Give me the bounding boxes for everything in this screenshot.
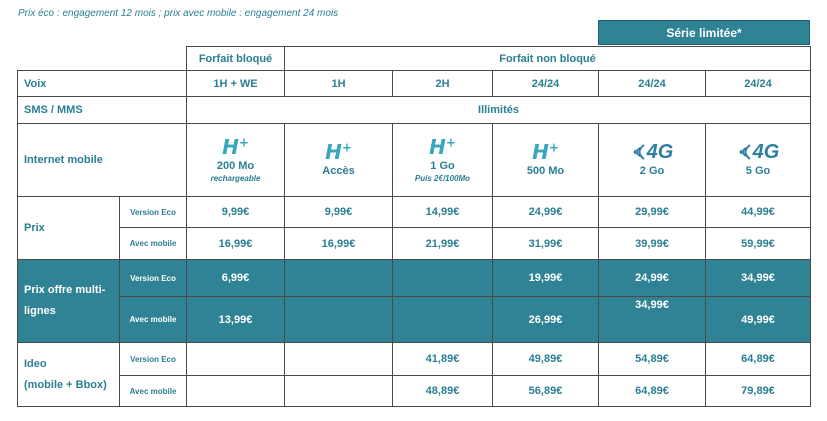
multi-mobile-cell: 34,99€ — [598, 296, 706, 343]
multi-eco-cell — [392, 259, 493, 297]
h-plus-network-icon — [532, 142, 559, 163]
multi-mobile-cell — [392, 296, 493, 343]
internet-cell — [284, 123, 393, 197]
serie-limitee-header: Série limitée* — [598, 20, 810, 45]
ideo-eco-cell: 64,89€ — [705, 342, 811, 376]
prix-eco-cell: 14,99€ — [392, 196, 493, 228]
prix-eco-cell: 24,99€ — [492, 196, 599, 228]
data-allowance: Accès — [322, 165, 355, 178]
ideo-eco-cell: 41,89€ — [392, 342, 493, 376]
ideo-label — [17, 342, 120, 407]
version-eco-label: Version Eco — [119, 259, 187, 297]
internet-cell — [705, 123, 811, 197]
voix-cell: 2H — [392, 70, 493, 97]
voix-cell: 24/24 — [492, 70, 599, 97]
avec-mobile-label: Avec mobile — [119, 375, 187, 407]
multi-mobile-cell — [284, 296, 393, 343]
prix-eco-cell: 29,99€ — [598, 196, 706, 228]
avec-mobile-label: Avec mobile — [119, 227, 187, 260]
engagement-note: Prix éco : engagement 12 mois ; prix avec mobile : engagement 24 mois — [18, 8, 339, 19]
network-label: 4G — [646, 140, 674, 163]
4g-network-icon — [737, 142, 780, 162]
4g-network-icon — [631, 142, 674, 162]
prix-label: Prix — [17, 196, 120, 260]
data-extra: rechargeable — [210, 173, 261, 183]
sms-label: SMS / MMS — [17, 96, 187, 124]
version-eco-label: Version Eco — [119, 196, 187, 228]
ideo-mobile-cell: 64,89€ — [598, 375, 706, 407]
ideo-mobile-cell: 79,89€ — [705, 375, 811, 407]
sms-value: Illimités — [186, 96, 811, 124]
ideo-mobile-cell — [186, 375, 285, 407]
prix-mobile-cell: 59,99€ — [705, 227, 811, 260]
network-label: H+ — [222, 135, 249, 160]
network-label: H+ — [532, 140, 559, 165]
internet-cell — [598, 123, 706, 197]
data-allowance: 500 Mo — [526, 165, 565, 178]
ideo-text: Ideo — [24, 357, 47, 370]
forfait-non-bloque-header: Forfait non bloqué — [284, 46, 811, 71]
h-plus-network-icon — [222, 137, 249, 158]
ideo-text: (mobile + Bbox) — [24, 378, 107, 391]
multi-lignes-text: lignes — [24, 305, 56, 317]
prix-eco-cell: 44,99€ — [705, 196, 811, 228]
ideo-eco-cell — [186, 342, 285, 376]
internet-label: Internet mobile — [17, 123, 187, 197]
ideo-eco-cell: 54,89€ — [598, 342, 706, 376]
voix-cell: 1H — [284, 70, 393, 97]
multi-eco-cell: 34,99€ — [705, 259, 811, 297]
voix-cell: 1H + WE — [186, 70, 285, 97]
data-allowance: 2 Go — [639, 164, 665, 177]
prix-mobile-cell: 31,99€ — [492, 227, 599, 260]
multi-eco-cell — [284, 259, 393, 297]
internet-cell — [492, 123, 599, 197]
multi-eco-cell: 24,99€ — [598, 259, 706, 297]
h-plus-network-icon — [325, 142, 352, 163]
multi-eco-cell: 6,99€ — [186, 259, 285, 297]
forfait-bloque-header: Forfait bloqué — [186, 46, 285, 71]
multi-mobile-cell: 49,99€ — [705, 296, 811, 343]
prix-eco-cell: 9,99€ — [284, 196, 393, 228]
prix-mobile-cell: 21,99€ — [392, 227, 493, 260]
voix-cell: 24/24 — [705, 70, 811, 97]
internet-cell — [186, 123, 285, 197]
network-label: 4G — [752, 140, 780, 163]
data-allowance: 1 Go — [430, 160, 455, 173]
version-eco-label: Version Eco — [119, 342, 187, 376]
ideo-mobile-cell — [284, 375, 393, 407]
multi-mobile-cell: 13,99€ — [186, 296, 285, 343]
prix-mobile-cell: 39,99€ — [598, 227, 706, 260]
prix-eco-cell: 9,99€ — [186, 196, 285, 228]
ideo-eco-cell: 49,89€ — [492, 342, 599, 376]
prix-mobile-cell: 16,99€ — [186, 227, 285, 260]
prix-mobile-cell: 16,99€ — [284, 227, 393, 260]
ideo-mobile-cell: 48,89€ — [392, 375, 493, 407]
multi-lignes-text: Prix offre multi- — [24, 284, 106, 297]
multi-lignes-label — [17, 259, 120, 343]
h-plus-network-icon — [429, 137, 456, 158]
multi-mobile-cell: 26,99€ — [492, 296, 599, 343]
data-allowance: 200 Mo — [216, 160, 255, 173]
data-allowance: 5 Go — [745, 164, 771, 177]
ideo-mobile-cell: 56,89€ — [492, 375, 599, 407]
ideo-eco-cell — [284, 342, 393, 376]
network-label: H+ — [325, 140, 352, 165]
network-label: H+ — [429, 135, 456, 160]
data-extra: Puis 2€/100Mo — [414, 173, 471, 183]
multi-eco-cell: 19,99€ — [492, 259, 599, 297]
voix-cell: 24/24 — [598, 70, 706, 97]
avec-mobile-label: Avec mobile — [119, 296, 187, 343]
voix-label: Voix — [17, 70, 187, 97]
internet-cell — [392, 123, 493, 197]
